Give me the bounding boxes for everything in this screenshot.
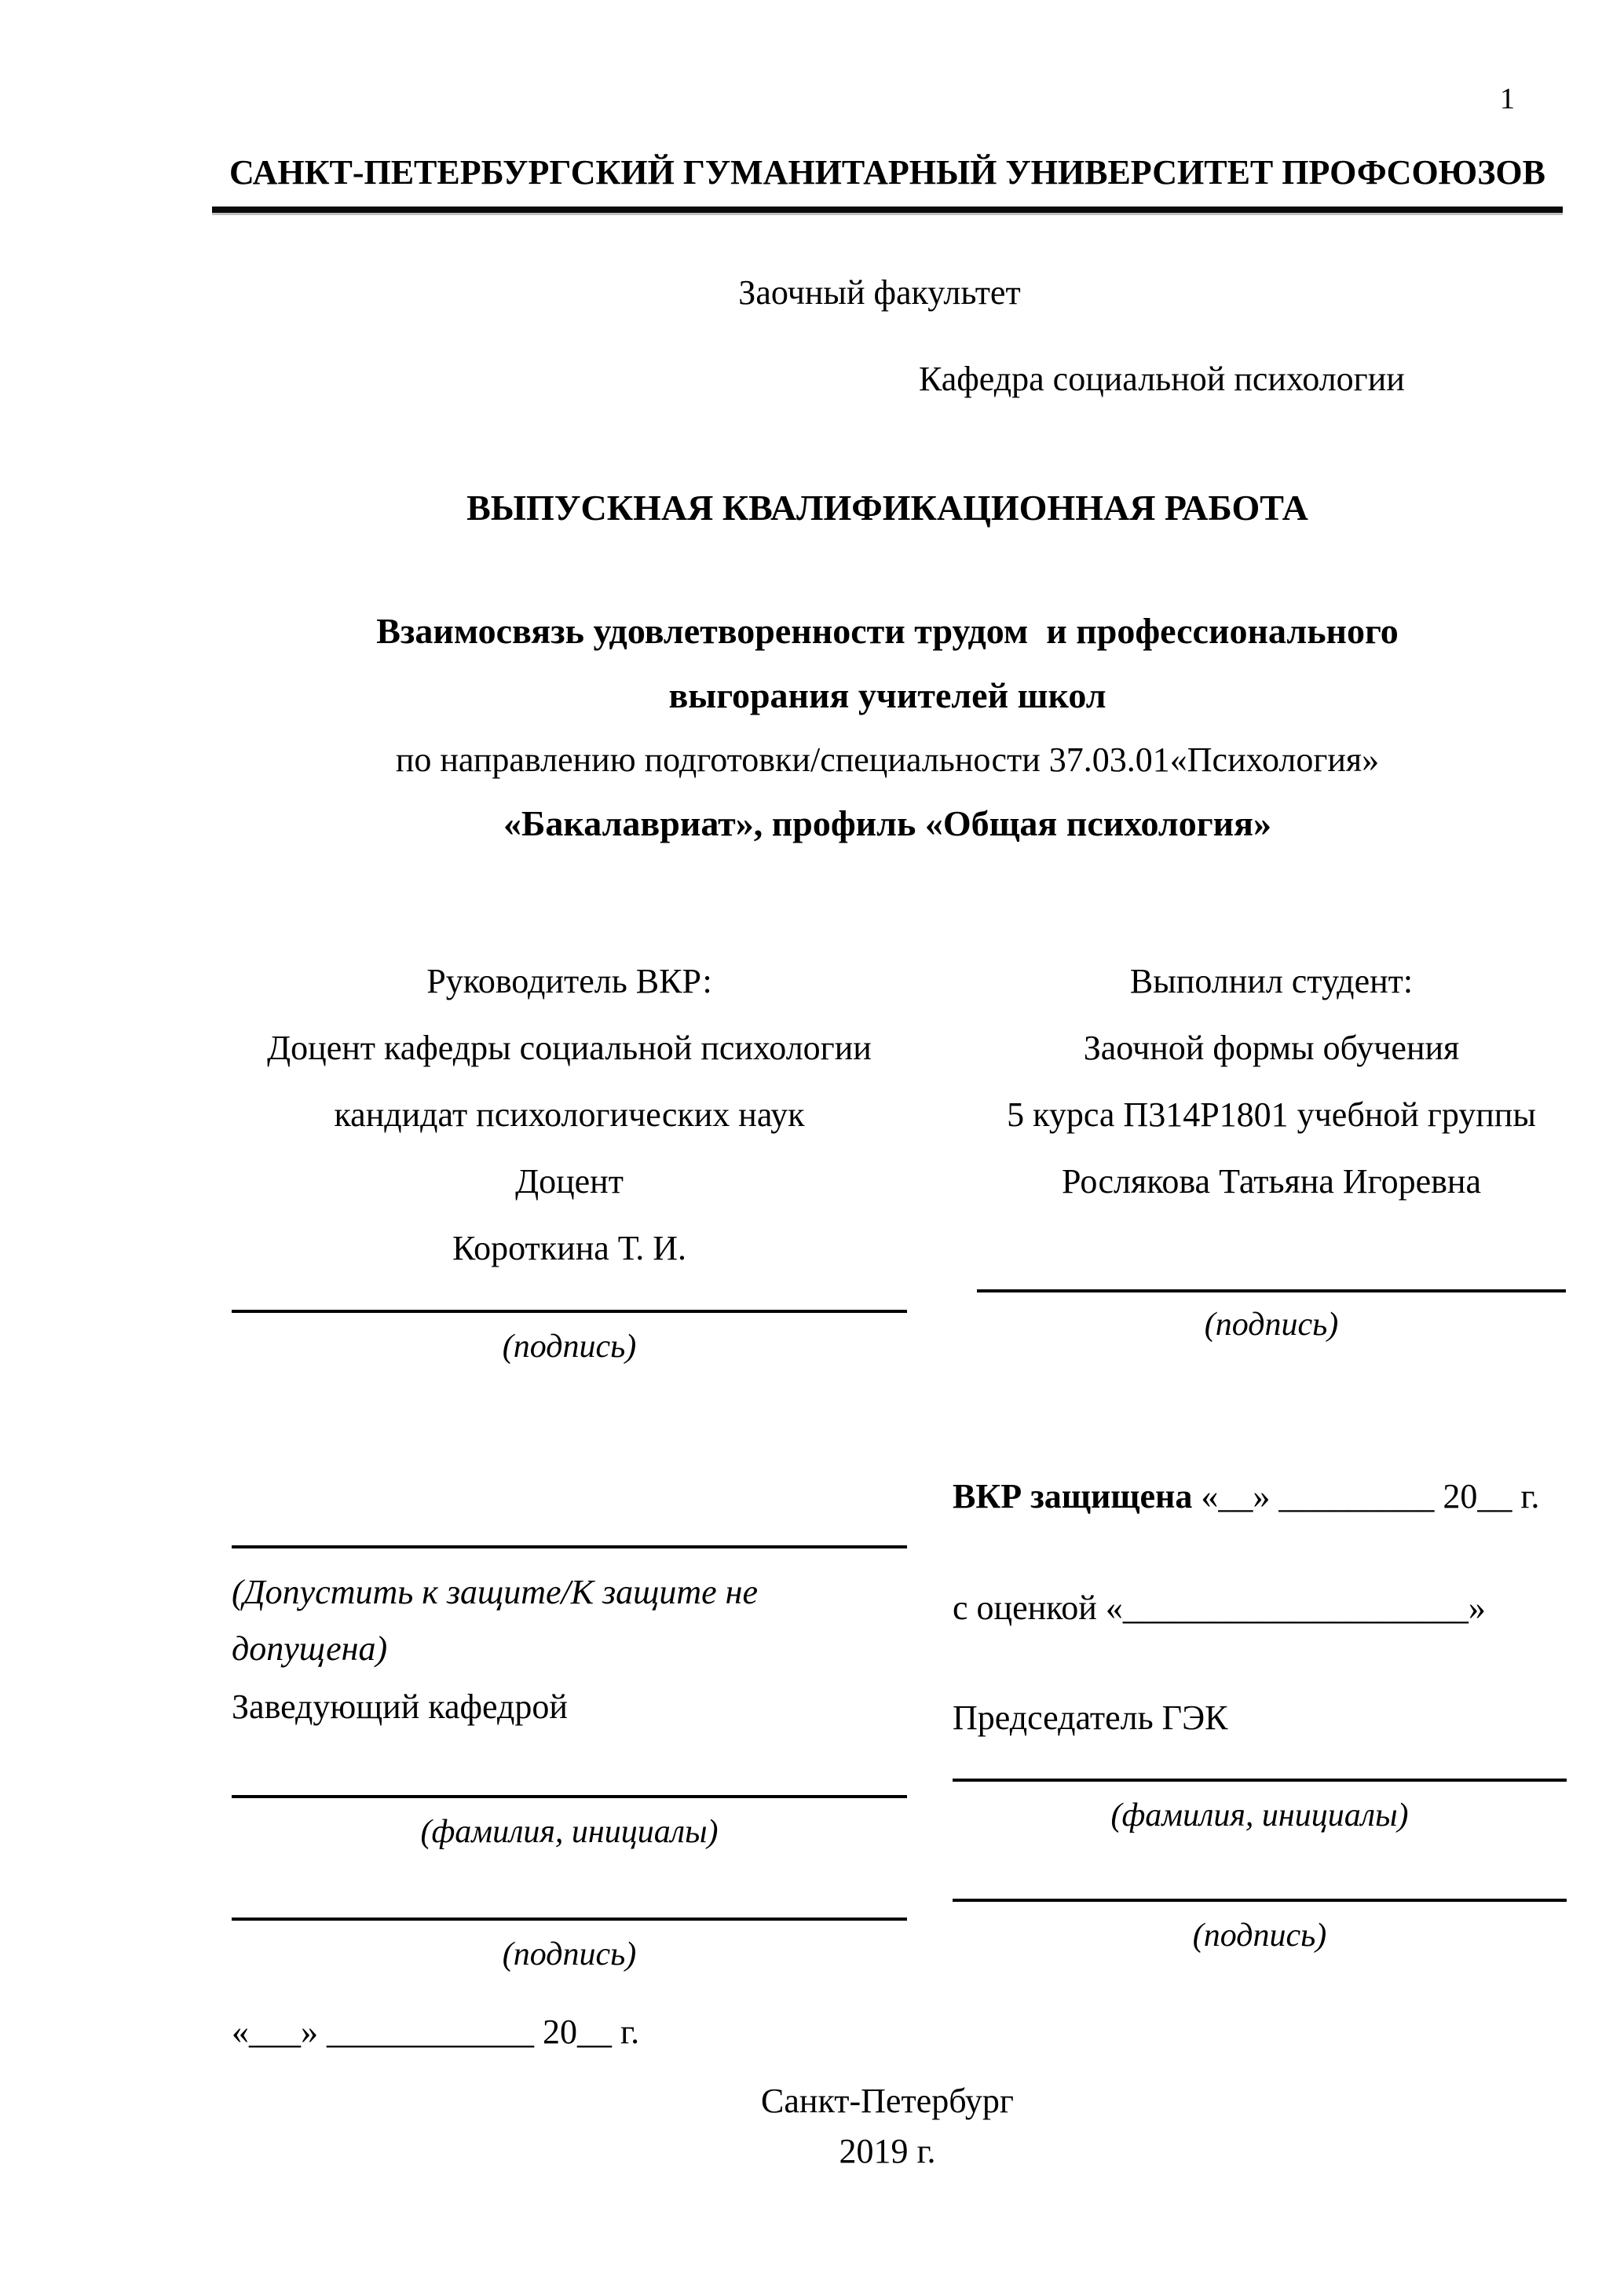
defense-grade-blank: с оценкой «____________________» (953, 1589, 1486, 1627)
advisor-heading: Руководитель ВКР: (426, 962, 712, 1000)
admission-head-title: Заведующий кафедрой (232, 1687, 568, 1726)
university-header: САНКТ-ПЕТЕРБУРГСКИЙ ГУМАНИТАРНЫЙ УНИВЕРСИТЕТ ПРОФСОЮЗОВ (212, 151, 1563, 213)
admission-blank-line (232, 1545, 907, 1548)
thesis-title-line2: выгорания учителей школ (668, 675, 1106, 715)
footer-year: 2019 г. (839, 2132, 936, 2170)
advisor-position-1: Доцент кафедры социальной психологии (267, 1029, 872, 1067)
admission-note-line2: допущена) (232, 1629, 388, 1668)
advisor-signature-line (232, 1310, 907, 1313)
defense-name-caption: (фамилия, инициалы) (1110, 1797, 1409, 1834)
page-number: 1 (1500, 82, 1515, 115)
advisor-position-3: Доцент (515, 1162, 624, 1201)
defense-status-line (953, 1475, 1581, 1518)
work-type-title: ВЫПУСКНАЯ КВАЛИФИКАЦИОННАЯ РАБОТА (466, 488, 1308, 528)
student-signature-line (977, 1289, 1566, 1292)
defense-name-line (953, 1779, 1567, 1782)
defense-chairman-title: Председатель ГЭК (953, 1698, 1228, 1737)
advisor-position-2: кандидат психологических наук (334, 1095, 805, 1134)
admission-signature-caption: (подпись) (502, 1936, 637, 1972)
program-line: по направлению подготовки/специальности 37.03.01«Психология» (395, 740, 1380, 779)
footer-city: Санкт-Петербург (761, 2082, 1014, 2120)
student-mode: Заочной формы обучения (1083, 1029, 1460, 1067)
faculty-line: Заочный факультет (738, 273, 1021, 312)
admission-name-caption: (фамилия, инициалы) (420, 1814, 719, 1850)
defense-status-blank: «__» _________ 20__ г. (1192, 1477, 1540, 1515)
thesis-title-line1: Взаимосвязь удовлетворенности трудом и профессионального (376, 611, 1399, 651)
admission-signature-line (232, 1918, 907, 1921)
student-signature-caption: (подпись) (1204, 1307, 1339, 1343)
department-line: Кафедра социальной психологии (919, 360, 1405, 398)
student-heading: Выполнил студент: (1129, 962, 1414, 1000)
student-group: 5 курса П314Р1801 учебной группы (1007, 1095, 1536, 1134)
degree-line: «Бакалавриат», профиль «Общая психология» (503, 803, 1271, 843)
admission-date-blank: «___» ____________ 20__ г. (232, 2013, 640, 2051)
advisor-signature-caption: (подпись) (502, 1329, 637, 1365)
student-name: Рослякова Татьяна Игоревна (1062, 1162, 1481, 1201)
admission-name-line (232, 1795, 907, 1798)
defense-status-label: ВКР защищена (953, 1477, 1193, 1515)
admission-note-line1: (Допустить к защите/К защите не (232, 1573, 759, 1611)
defense-signature-caption: (подпись) (1192, 1918, 1327, 1954)
defense-signature-line (953, 1899, 1567, 1902)
advisor-name: Короткина Т. И. (452, 1229, 687, 1267)
